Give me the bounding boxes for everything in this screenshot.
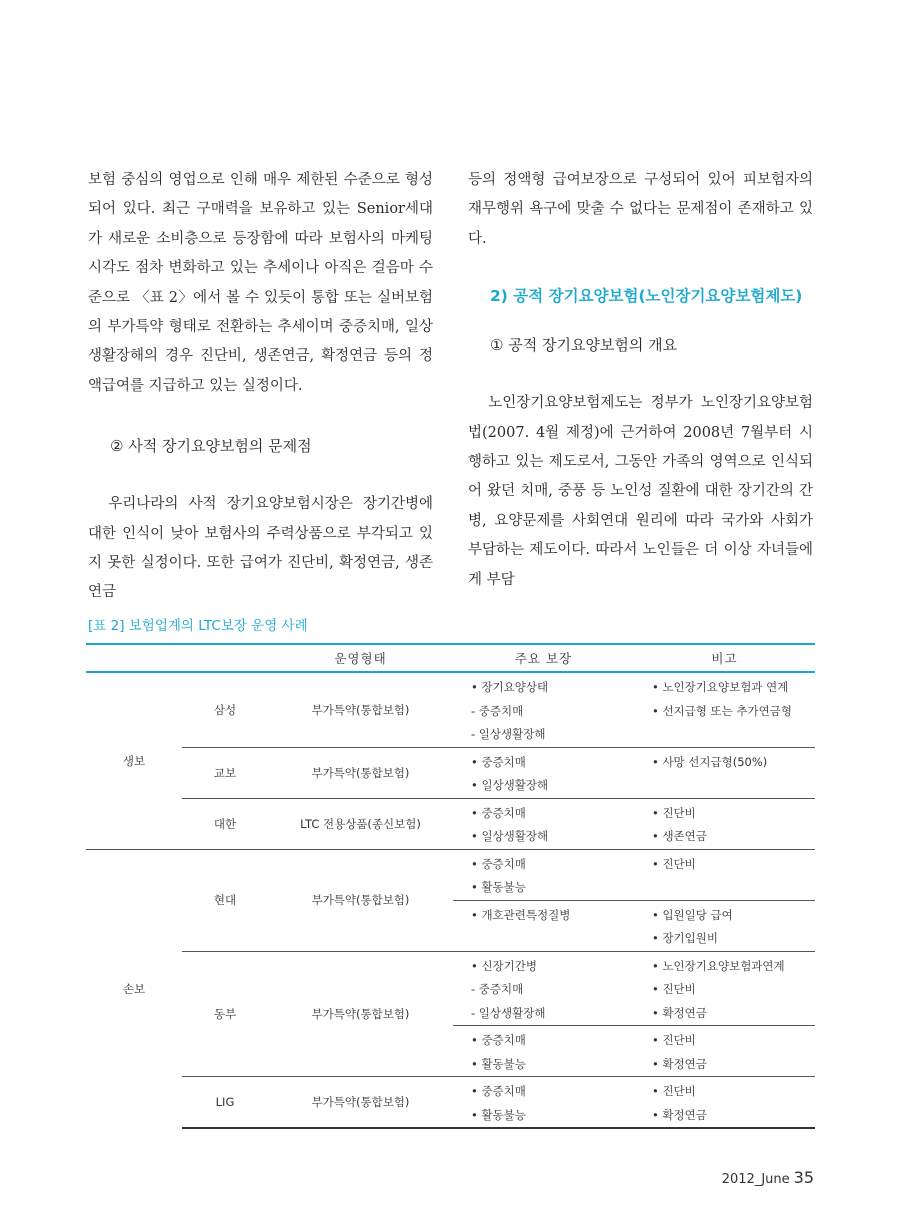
- note-cell: • 사망 선지급형(50%): [634, 747, 815, 798]
- subsection-heading: ① 공적 장기요양보험의 개요: [490, 336, 678, 355]
- group-label-nonlife: 손보: [86, 849, 182, 1128]
- header-type: 운영형태: [268, 644, 453, 672]
- table-row: [86, 672, 815, 747]
- company-cell: 삼성: [213, 702, 237, 717]
- header-note: 비고: [634, 644, 815, 672]
- table-row: [86, 798, 815, 849]
- header-company: [182, 644, 268, 672]
- group-label-life: 생보: [122, 753, 146, 768]
- table-header-row: [86, 644, 815, 672]
- table-caption: [표 2] 보험업계의 LTC보장 운영 사례: [88, 618, 308, 634]
- coverage-cell: • 개호관련특정질병: [453, 900, 634, 951]
- table-row: [86, 1077, 815, 1128]
- header-group: [86, 644, 182, 672]
- coverage-cell: • 중증치매 • 활동불능: [453, 1026, 634, 1077]
- note-cell: • 진단비: [634, 849, 815, 900]
- page-footer: [722, 1168, 814, 1187]
- type-cell: 부가특약(통합보험): [311, 702, 410, 717]
- company-cell: 현대: [182, 849, 268, 951]
- company-cell: 동부: [182, 951, 268, 1077]
- body-paragraph: 우리나라의 사적 장기요양보험시장은 장기간병에 대한 인식이 낮아 보험사의 주력상품으로 부각되고 있지 못한 실정이다. 또한 급여가 진단비, 확정연금, 생존연금: [88, 496, 433, 601]
- company-cell: LIG: [182, 1077, 268, 1128]
- note-cell: • 진단비 • 생존연금: [634, 798, 815, 849]
- coverage-cell: • 중증치매 • 일상생활장해: [453, 798, 634, 849]
- type-cell: 부가특약(통합보험): [268, 951, 453, 1077]
- right-column: [468, 166, 813, 595]
- coverage-cell: • 장기요양상태 - 중증치매 - 일상생활장해: [471, 680, 549, 741]
- note-cell: • 노인장기요양보험과연계 • 진단비 • 확정연금: [634, 951, 815, 1026]
- type-cell: 부가특약(통합보험): [268, 1077, 453, 1128]
- company-cell: 교보: [182, 747, 268, 798]
- table-row: [86, 849, 815, 900]
- note-cell: • 입원일당 급여 • 장기입원비: [634, 900, 815, 951]
- coverage-cell: • 신장기간병 - 중증치매 - 일상생활장해: [453, 951, 634, 1026]
- type-cell: LTC 전용상품(종신보험): [268, 798, 453, 849]
- table-bottom-rule: [86, 1127, 815, 1128]
- page-number: 35: [793, 1168, 814, 1187]
- header-coverage: 주요 보장: [453, 644, 634, 672]
- ltc-table: [86, 643, 815, 1129]
- body-paragraph: 보험 중심의 영업으로 인해 매우 제한된 수준으로 형성되어 있다. 최근 구매력을 보유하고 있는 Senior세대가 새로운 소비층으로 등장함에 따라 보험사의 마케팅 시각도 점차 변화하고 있는 추세이나 아직은 걸음마 수준으로 〈표 2〉에서 볼 수 있듯이 통합 또는 실버보험의 부가특약 형태로 전환하는 추세이며 중증치매, 일상생활장해의 경우 진단비, 생존연금, 확정연금 등의 정액급여를 지급하고 있는 실정이다.: [88, 172, 433, 394]
- table-row: [86, 951, 815, 1026]
- note-cell: • 노인장기요양보험과 연계 • 선지급형 또는 추가연금형: [652, 680, 792, 718]
- coverage-cell: • 중증치매 • 일상생활장해: [453, 747, 634, 798]
- note-cell: • 진단비 • 확정연금: [634, 1077, 815, 1128]
- coverage-cell: • 중증치매 • 활동불능: [453, 849, 634, 900]
- body-paragraph: 등의 정액형 급여보장으로 구성되어 있어 피보험자의 재무행위 욕구에 맞출 수 없다는 문제점이 존재하고 있다.: [468, 172, 813, 247]
- type-cell: 부가특약(통합보험): [268, 849, 453, 951]
- table-row: [86, 747, 815, 798]
- company-cell: 대한: [182, 798, 268, 849]
- subsection-heading: ② 사적 장기요양보험의 문제점: [110, 437, 312, 456]
- coverage-cell: • 중증치매 • 활동불능: [453, 1077, 634, 1128]
- section-heading: 2) 공적 장기요양보험(노인장기요양보험제도): [490, 287, 803, 306]
- note-cell: • 진단비 • 확정연금: [634, 1026, 815, 1077]
- body-paragraph: 노인장기요양보험제도는 정부가 노인장기요양보험법(2007. 4월 제정)에 근거하여 2008년 7월부터 시행하고 있는 제도로서, 그동안 가족의 영역으로 인식되어 왔던 치매, 중풍 등 노인성 질환에 대한 장기간의 간병, 요양문제를 사회연대 원리에 따라 국가와 사회가 부담하는 제도이다. 따라서 노인들은 더 이상 자녀들에게 부담: [468, 395, 813, 588]
- left-column: [88, 166, 433, 608]
- type-cell: 부가특약(통합보험): [268, 747, 453, 798]
- issue-label: 2012_June: [721, 1172, 790, 1187]
